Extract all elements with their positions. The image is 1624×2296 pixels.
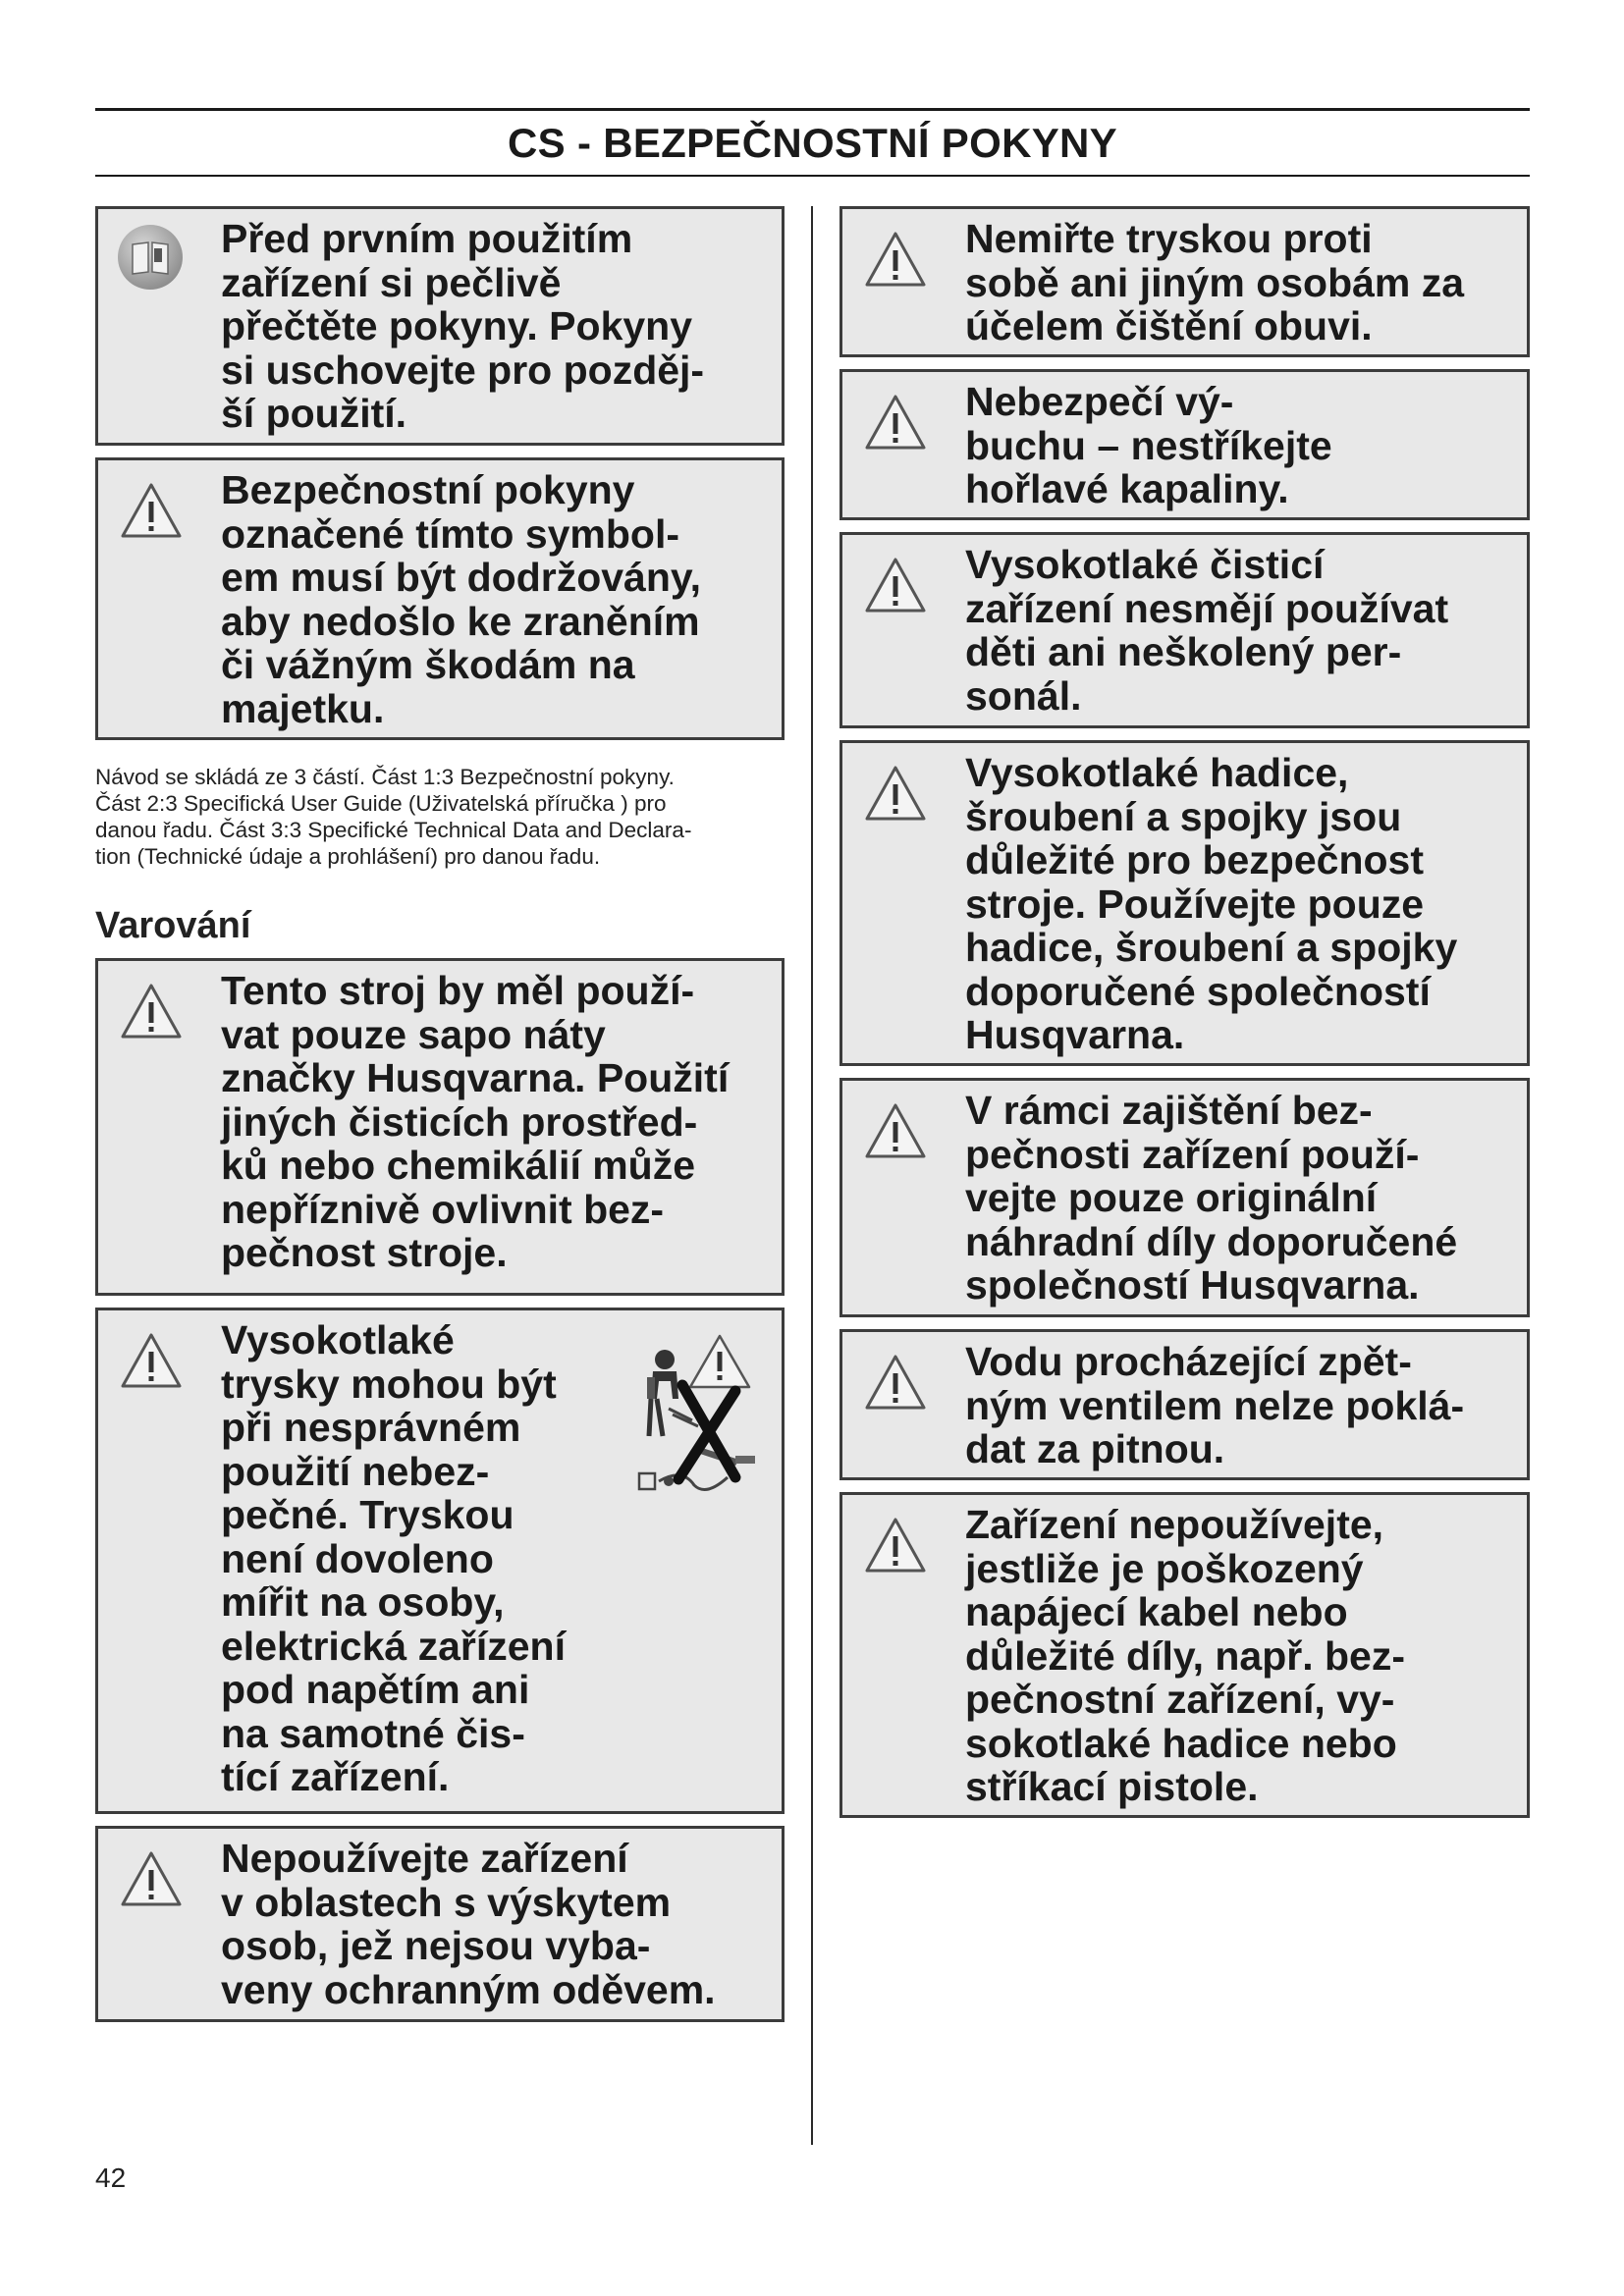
page-title: CS - BEZPEČNOSTNÍ POKYNY bbox=[508, 120, 1117, 166]
warning-box bbox=[839, 1492, 1530, 1818]
warning-box bbox=[839, 206, 1530, 357]
warning-box bbox=[839, 740, 1530, 1066]
warning-triangle-icon bbox=[864, 557, 927, 614]
symbol-explanation-box bbox=[95, 457, 785, 740]
warning-triangle-icon bbox=[864, 1102, 927, 1159]
warning-text: Zařízení nepoužívejte, jestliže je poškozený napájecí kabel nebo důležité díly, např. bez- pečnostní zařízení, vy- sokotlaké hadice nebo stříkací pistole. bbox=[965, 1502, 1406, 1809]
warning-text: Nepoužívejte zařízení v oblastech s výskytem osob, jež nejsou vyba- veny ochranným oděvem. bbox=[221, 1836, 716, 2012]
warning-text: Tento stroj by měl použí- vat pouze sapo náty značky Husqvarna. Použití jiných čisticích prostřed- ků nebo chemikálií může nepříznivě ovlivnit bez- pečnost stroje. bbox=[221, 968, 730, 1275]
page-number: 42 bbox=[95, 2163, 127, 2193]
warning-text: V rámci zajištění bez- pečnosti zařízení použí- vejte pouze originální náhradní díly doporučené společností Husqvarna. bbox=[965, 1088, 1458, 1308]
warning-triangle-icon bbox=[864, 1354, 927, 1411]
manual-book-icon bbox=[116, 223, 185, 292]
warning-triangle-icon bbox=[864, 765, 927, 822]
warning-triangle-icon bbox=[120, 983, 183, 1040]
warning-triangle-icon bbox=[120, 482, 183, 539]
warning-text: Vysokotlaké hadice, šroubení a spojky jsou důležité pro bezpečnost stroje. Používejte pouze hadice, šroubení a spojky doporučené společností Husqvarna. bbox=[965, 750, 1458, 1057]
read-instructions-text: Před prvním použitím zařízení si pečlivě přečtěte pokyny. Pokyny si uschovejte pro pozděj- ší použití. bbox=[221, 216, 705, 436]
warning-text: Vysokotlaké čisticí zařízení nesmějí používat děti ani neškolený per- sonál. bbox=[965, 542, 1449, 719]
warning-box bbox=[839, 369, 1530, 520]
symbol-explanation-text: Bezpečnostní pokyny označené tímto symbol- em musí být dodržovány, aby nedošlo ke zraněním či vážným škodám na majetku. bbox=[221, 467, 702, 731]
section-heading: Varování bbox=[95, 905, 251, 946]
warning-text: Vysokotlaké trysky mohou být při nesprávném použití nebez- pečné. Tryskou není dovoleno mířit na osoby, elektrická zařízení pod napětím ani na samotné čis- tící zařízení. bbox=[221, 1317, 566, 1799]
warning-triangle-icon bbox=[864, 1517, 927, 1574]
warning-box bbox=[95, 1308, 785, 1814]
warning-box bbox=[95, 958, 785, 1296]
column-divider bbox=[811, 206, 813, 2145]
warning-text: Nemiřte tryskou proti sobě ani jiným osobám za účelem čištění obuvi. bbox=[965, 216, 1465, 348]
warning-box bbox=[95, 1826, 785, 2022]
title-rule-top bbox=[95, 108, 1530, 111]
warning-box bbox=[839, 532, 1530, 728]
intro-paragraph: Návod se skládá ze 3 částí. Část 1:3 Bezpečnostní pokyny. Část 2:3 Specifická User Guide (Uživatelská příručka ) pro danou řadu. Část 3:3 Specifické Technical Data and Declara- tion (Technické údaje a prohlášení) pro danou řadu. bbox=[95, 765, 692, 869]
title-rule-bottom bbox=[95, 175, 1530, 177]
warning-text: Vodu procházející zpět- ným ventilem nelze poklá- dat za pitnou. bbox=[965, 1339, 1465, 1471]
warning-triangle-icon bbox=[864, 231, 927, 288]
warning-text: Nebezpečí vý- buchu – nestříkejte hořlavé kapaliny. bbox=[965, 379, 1332, 511]
warning-box bbox=[839, 1078, 1530, 1317]
warning-triangle-icon bbox=[120, 1332, 183, 1389]
warning-triangle-icon bbox=[864, 394, 927, 451]
read-instructions-box bbox=[95, 206, 785, 446]
warning-box bbox=[839, 1329, 1530, 1480]
no-spray-at-people-pictogram bbox=[633, 1330, 761, 1502]
warning-triangle-icon bbox=[120, 1850, 183, 1907]
